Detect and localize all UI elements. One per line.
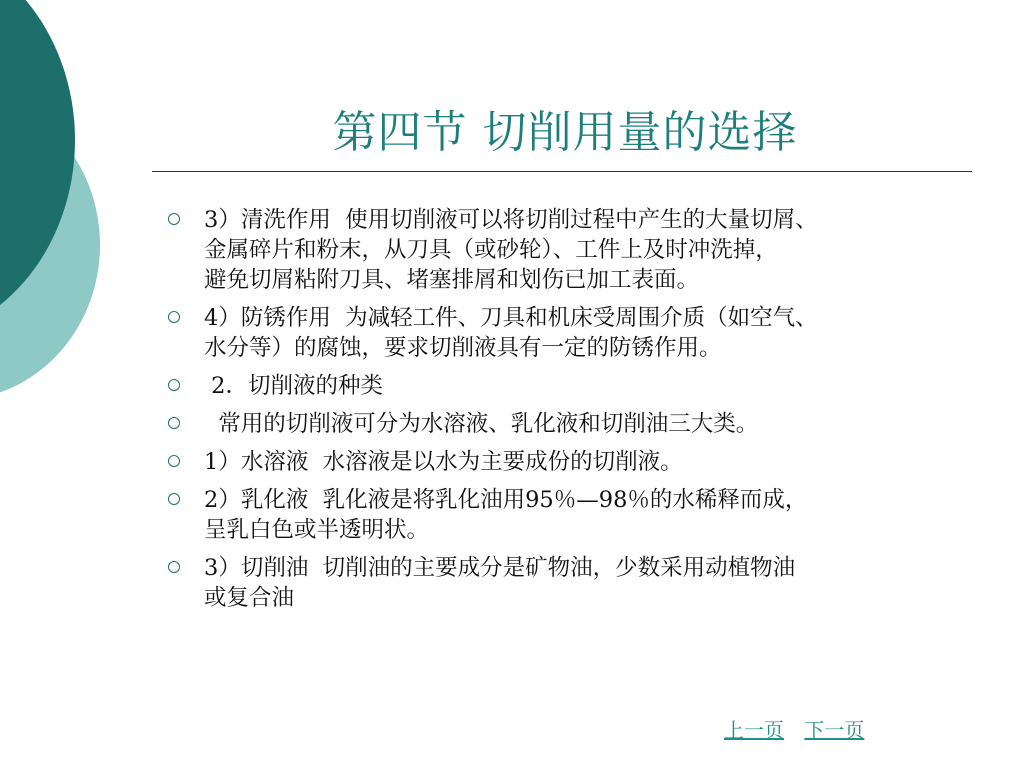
bullet-line: 4）防锈作用 为减轻工件、刀具和机床受周围介质（如空气、 xyxy=(204,305,818,331)
bullet-line: 2．切削液的种类 xyxy=(204,373,383,399)
bullet-line: 1）水溶液 水溶液是以水为主要成份的切削液。 xyxy=(204,449,683,475)
bullet-marker-icon xyxy=(168,379,180,391)
bullet-item-rust-prevention xyxy=(160,303,990,363)
bullet-line: 水分等）的腐蚀，要求切削液具有一定的防锈作用。 xyxy=(204,335,722,361)
prev-page-link[interactable]: 上一页 xyxy=(724,718,784,742)
bullet-line: 避免切屑粘附刀具、堵塞排屑和划伤已加工表面。 xyxy=(204,267,700,293)
slide-navigation xyxy=(724,714,864,743)
bullet-marker-icon xyxy=(168,561,180,573)
bullet-marker-icon xyxy=(168,213,180,225)
bullet-item-fluid-types xyxy=(160,371,990,401)
bullet-item-cutting-oil xyxy=(160,553,990,613)
bullet-list xyxy=(160,205,990,621)
bullet-line: 3）切削油 切削油的主要成分是矿物油，少数采用动植物油 xyxy=(204,555,796,581)
bullet-line: 金属碎片和粉末，从刀具（或砂轮）、工件上及时冲洗掉， xyxy=(204,237,778,263)
bullet-marker-icon xyxy=(168,455,180,467)
bullet-line: 或复合油 xyxy=(204,585,295,611)
bullet-item-cleaning xyxy=(160,205,990,295)
bullet-item-three-categories xyxy=(160,409,990,439)
bullet-line: 常用的切削液可分为水溶液、乳化液和切削油三大类。 xyxy=(204,411,759,437)
slide-title: 第四节 切削用量的选择 xyxy=(332,107,798,158)
bullet-line: 3）清洗作用 使用切削液可以将切削过程中产生的大量切屑、 xyxy=(204,207,818,233)
bullet-marker-icon xyxy=(168,493,180,505)
bullet-item-aqueous-solution xyxy=(160,447,990,477)
bullet-marker-icon xyxy=(168,311,180,323)
bullet-line: 呈乳白色或半透明状。 xyxy=(204,517,430,543)
bullet-marker-icon xyxy=(168,417,180,429)
bullet-item-emulsion xyxy=(160,485,990,545)
title-divider xyxy=(152,171,972,172)
next-page-link[interactable]: 下一页 xyxy=(804,718,865,742)
bullet-line: 2）乳化液 乳化液是将乳化油用95％—98％的水稀释而成， xyxy=(204,487,808,513)
